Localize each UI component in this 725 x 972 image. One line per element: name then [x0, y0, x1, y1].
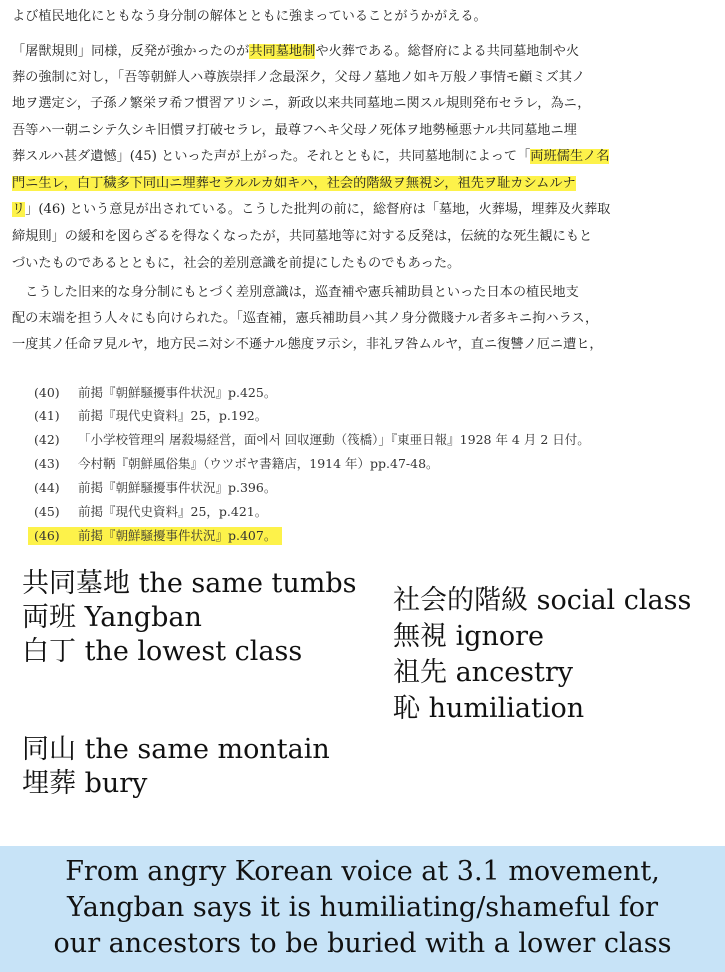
- glossary-bottom-1: 同山 the same montain: [22, 734, 330, 765]
- body-line: [12, 7, 717, 27]
- body-line: [12, 335, 717, 355]
- body-text-segment: 葬スルハ甚ダ遺憾」(45) といった声が上がった。それとともに，共同墓地制によって「: [12, 149, 531, 164]
- footnote-number: (46): [34, 528, 60, 543]
- highlighted-phrase: リ: [12, 202, 26, 217]
- footnote-text: 前掲『朝鮮騒擾事件状況』p.407。: [78, 528, 277, 543]
- body-line: [12, 147, 717, 167]
- footnote: [28, 527, 282, 545]
- body-line: [12, 121, 717, 141]
- footnote-number: (45): [34, 504, 60, 519]
- footnote: [34, 407, 267, 425]
- footnote: [34, 503, 267, 521]
- footnote-number: (42): [34, 432, 60, 447]
- body-line: [12, 94, 717, 114]
- footnote-number: (43): [34, 456, 60, 471]
- body-text-segment: 葬の強制に対し，「吾等朝鮮人ハ尊族崇拝ノ念最深ク，父母ノ墓地ノ如キ万般ノ事情モ顧ミズ其ノ: [12, 70, 586, 85]
- glossary-left-2: 両班 Yangban: [22, 602, 202, 633]
- footnote-text: 前掲『現代史資料』25，p.192。: [78, 408, 268, 423]
- glossary-right-1: 社会的階級 social class: [393, 585, 692, 616]
- body-line: [12, 227, 717, 247]
- summary-box: [0, 846, 725, 972]
- highlighted-phrase: 門ニ生レ，白丁穢多下同山ニ埋葬セラルルカ如キハ，社会的階級ヲ無視シ，祖先ヲ耻カシムルナ: [12, 176, 576, 191]
- footnote: [34, 479, 276, 497]
- glossary-right-3: 祖先 ancestry: [393, 657, 574, 688]
- footnote-text: 今村鞆『朝鮮風俗集』（ウツボヤ書籍店，1914 年）pp.47-48。: [78, 456, 439, 471]
- footnote: [34, 384, 276, 402]
- summary-line-2: Yangban says it is humiliating/shameful for: [67, 892, 658, 923]
- body-line: [12, 283, 717, 303]
- footnote-number: (44): [34, 480, 60, 495]
- summary-line-1: From angry Korean voice at 3.1 movement,: [65, 856, 660, 887]
- body-line: [12, 200, 717, 220]
- body-text-segment: 地ヲ選定シ，子孫ノ繁栄ヲ希フ慣習アリシニ，新政以来共同墓地ニ関スル規則発布セラレ，為ニ，: [12, 96, 591, 111]
- highlighted-phrase: 共同墓地制: [249, 44, 316, 59]
- body-text-segment: 締規則」の緩和を図らざるを得なくなったが，共同墓地等に対する反発は，伝統的な死生観にもと: [12, 229, 593, 244]
- glossary-left-1: 共同墓地 the same tumbs: [22, 568, 357, 599]
- glossary-left-3: 白丁 the lowest class: [22, 636, 303, 667]
- footnote-text: 「小学校管理의 屠殺場経営，面에서 回収運動（筏橋）」『東亜日報』1928 年 4 月 2 日付。: [78, 432, 590, 447]
- body-text-segment: こうした旧来的な身分制にもとづく差別意識は，巡査補や憲兵補助員といった日本の植民地支: [12, 285, 579, 300]
- footnote-number: (41): [34, 408, 60, 423]
- footnote: [34, 455, 439, 473]
- body-text-segment: 」(46) という意見が出されている。こうした批判の前に，総督府は「墓地，火葬場，埋葬及火葬取: [25, 202, 611, 217]
- body-text-segment: 一度其ノ任命ヲ見ルヤ，地方民ニ対シ不遜ナル態度ヲ示シ，非礼ヲ咎ムルヤ，直ニ復讐ノ厄ニ遭ヒ，: [12, 337, 603, 352]
- footnote: [34, 431, 590, 449]
- body-line: [12, 174, 717, 194]
- body-text-segment: よび植民地化にともなう身分制の解体とともに強まっていることがうかがえる。: [12, 9, 487, 24]
- footnote-text: 前掲『現代史資料』25，p.421。: [78, 504, 268, 519]
- highlighted-phrase: 両班儒生ノ名: [530, 149, 610, 164]
- body-text-segment: 配の末端を担う人々にも向けられた。「巡査補，憲兵補助員ハ其ノ身分微賤ナル者多キニ拘ハラス，: [12, 311, 599, 326]
- glossary-right-4: 恥 humiliation: [393, 693, 585, 724]
- glossary-bottom-2: 埋葬 bury: [22, 768, 148, 799]
- footnote-text: 前掲『朝鮮騒擾事件状況』p.425。: [78, 385, 277, 400]
- body-line: [12, 68, 717, 88]
- body-text-segment: づいたものであるとともに，社会的差別意識を前提にしたものでもあった。: [12, 256, 461, 271]
- body-line: [12, 254, 717, 274]
- body-text-segment: 吾等ハ一朝ニシテ久シキ旧慣ヲ打破セラレ，最尊フヘキ父母ノ死体ヲ地勢極悪ナル共同墓地ニ埋: [12, 123, 577, 138]
- body-line: [12, 309, 717, 329]
- body-text-segment: 「屠獣規則」同様，反発が強かったのが: [12, 44, 250, 59]
- body-line: [12, 42, 717, 62]
- glossary-right-2: 無視 ignore: [393, 621, 545, 652]
- summary-line-3: our ancestors to be buried with a lower class: [53, 928, 672, 959]
- footnote-text: 前掲『朝鮮騒擾事件状況』p.396。: [78, 480, 277, 495]
- footnote-number: (40): [34, 385, 60, 400]
- body-text-segment: や火葬である。総督府による共同墓地制や火: [315, 44, 580, 59]
